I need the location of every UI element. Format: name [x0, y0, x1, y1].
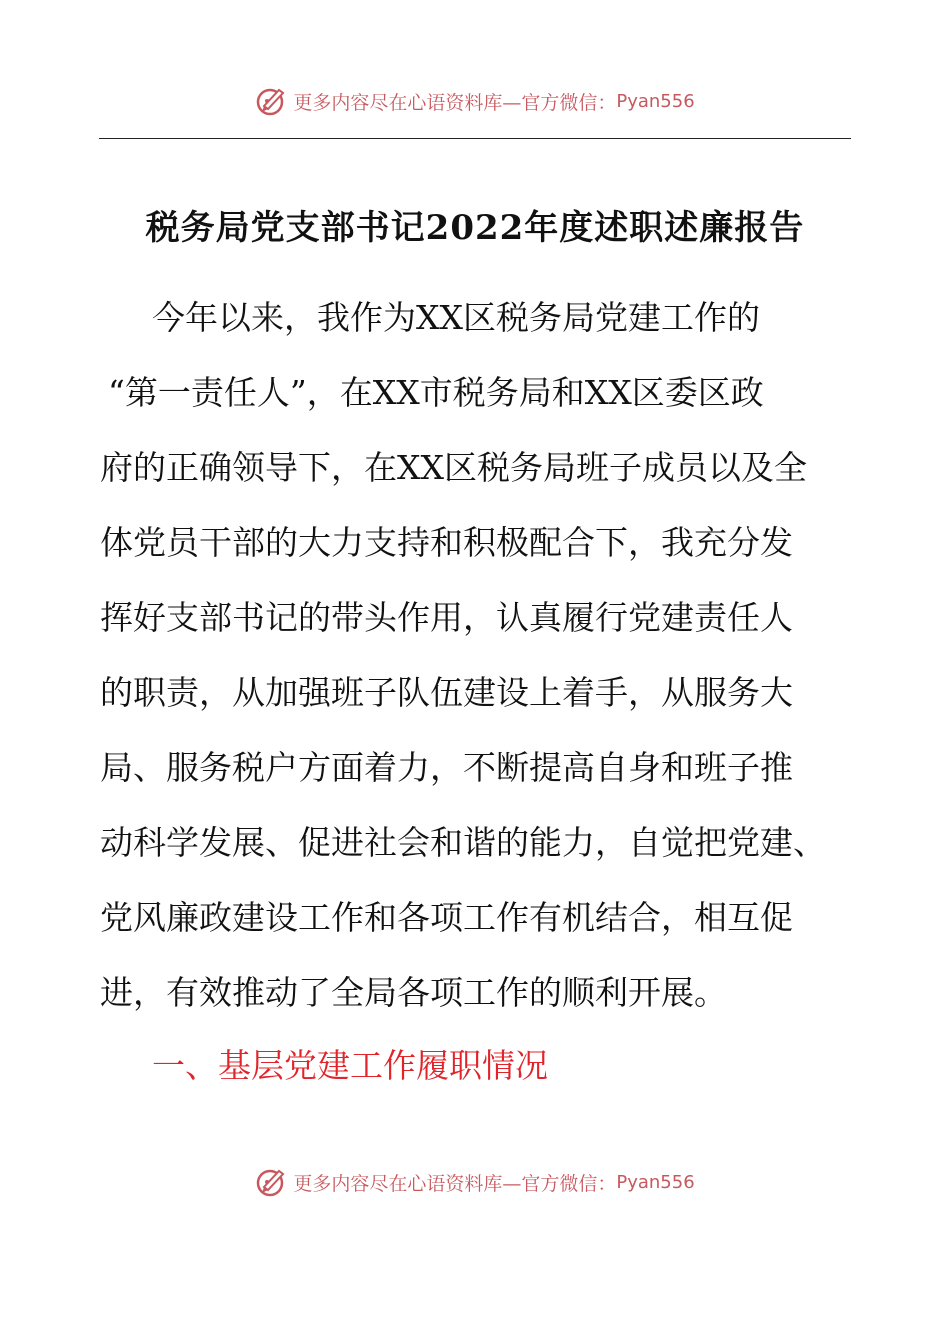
paragraph-line: 进，有效推动了全局各项工作的顺利开展。: [100, 973, 727, 1012]
watermark-text: 更多内容尽在心语资料库—官方微信：: [293, 1172, 617, 1195]
paragraph-line: 体党员干部的大力支持和积极配合下，我充分发: [100, 523, 793, 562]
paragraph-line: 党风廉政建设工作和各项工作有机结合，相互促: [100, 898, 793, 937]
header-watermark: [0, 84, 950, 118]
paragraph-line: 挥好支部书记的带头作用，认真履行党建责任人: [100, 598, 793, 637]
section-heading: 一、基层党建工作履职情况: [152, 1046, 548, 1085]
paragraph-line: 府的正确领导下，在XX区税务局班子成员以及全: [100, 448, 807, 487]
watermark-text: 更多内容尽在心语资料库—官方微信：: [293, 91, 617, 114]
watermark-wechat-id: Pyan556: [616, 90, 695, 112]
paragraph-line: 今年以来，我作为XX区税务局党建工作的: [152, 298, 760, 337]
watermark-wechat-id: Pyan556: [616, 1171, 695, 1193]
document-title: 税务局党支部书记2022年度述职述廉报告: [145, 208, 805, 248]
footer-watermark: [0, 1165, 950, 1199]
paragraph-line: 的职责，从加强班子队伍建设上着手，从服务大: [100, 673, 793, 712]
paragraph-line: “第一责任人”，在XX市税务局和XX区委区政: [108, 373, 764, 412]
paragraph-line: 局、服务税户方面着力，不断提高自身和班子推: [100, 748, 793, 787]
header-rule: [99, 138, 851, 139]
pen-logo-icon: [255, 1165, 289, 1199]
pen-logo-icon: [255, 84, 289, 118]
paragraph-line: 动科学发展、促进社会和谐的能力，自觉把党建、: [100, 823, 826, 862]
